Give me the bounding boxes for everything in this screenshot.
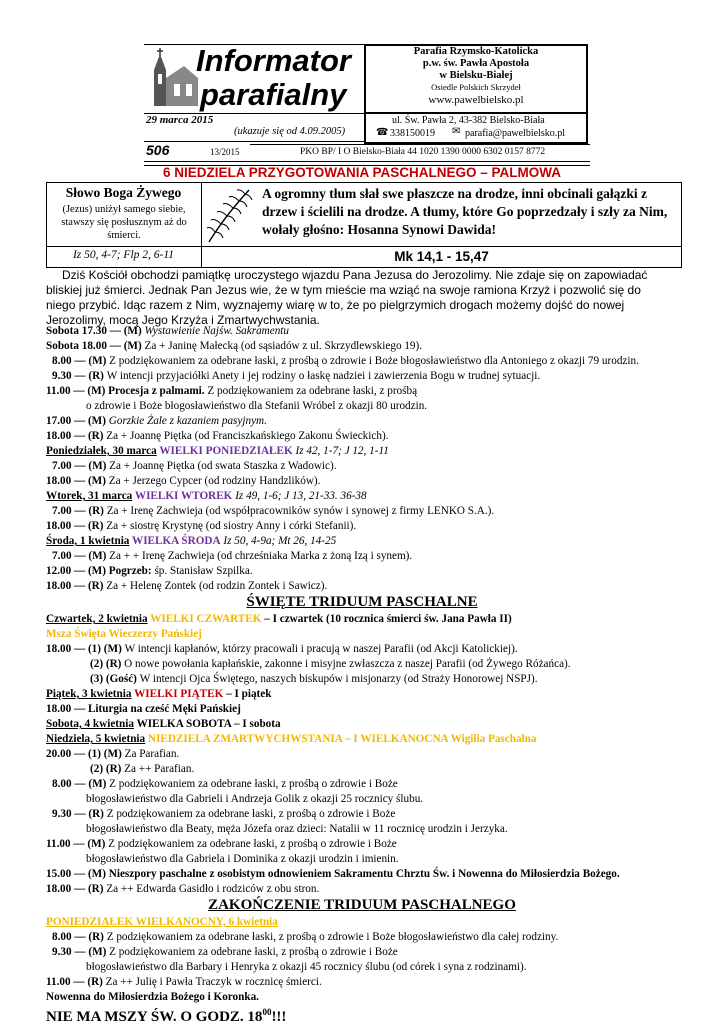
mass-time: 20.00: [46, 748, 72, 760]
day-name: WIELKA SOBOTA – I sobota: [133, 718, 281, 730]
mass-time: 7.00: [52, 550, 72, 562]
email-link[interactable]: parafia@pawelbielsko.pl: [465, 128, 566, 139]
day-line: [46, 612, 684, 627]
mass-line: [46, 672, 684, 687]
mass-intention: O nowe powołania kapłańskie, zakonne i misyjne zwłaszcza z naszej Parafii (od Żywego Różańca).: [124, 658, 571, 670]
mass-time: 18.00: [46, 475, 72, 487]
envelope-icon: ✉: [452, 126, 461, 137]
final-notice-end: !!!: [271, 1009, 287, 1025]
mass-line: [46, 837, 684, 852]
day-line: [46, 489, 684, 504]
issue-number: 506: [146, 142, 170, 158]
mass-intention: Za + + Irenę Zachwieja (od chrześniaka Marka z żoną Izą i synem).: [109, 550, 413, 562]
mass-line: [46, 564, 684, 579]
day-date: Piątek, 3 kwietnia: [46, 688, 132, 700]
mass-time: 8.00: [52, 931, 72, 943]
mass-line: [46, 429, 684, 444]
day-note: – I piątek: [223, 688, 272, 700]
mass-time: 12.00: [46, 565, 72, 577]
issue-date: 29 marca 2015: [146, 114, 214, 126]
bank-rule: [250, 144, 590, 145]
mass-priest: — (R): [71, 520, 107, 532]
day-name: PONIEDZIAŁEK WIELKANOCNY, 6 kwietnia: [46, 916, 278, 928]
word-readings: Iz 50, 4-7; Flp 2, 6-11: [72, 249, 175, 261]
mass-line: [46, 519, 684, 534]
day-name: WIELKI CZWARTEK: [147, 613, 262, 625]
parish-line1: Parafia Rzymsko-Katolicka: [413, 46, 539, 57]
mass-priest: — (R): [71, 808, 107, 820]
day-readings: Iz 49, 1-6; J 13, 21-33. 36-38: [232, 490, 367, 502]
mass-intention: Za + Helenę Zontek (od rodzin Zontek i Sawicz).: [106, 580, 328, 592]
mass-intention: błogosławieństwo dla Gabriela i Dominika z okazji urodzin i imienin.: [86, 853, 399, 865]
mass-priest: — (M): [71, 778, 110, 790]
mass-line: [46, 459, 684, 474]
issue-code: 13/2015: [210, 147, 240, 157]
mass-priest: — (M): [70, 838, 109, 850]
mass-priest: — (R): [71, 505, 107, 517]
mass-intention: W intencji przyjaciółki Anety i jej rodziny o łaskę nadziei i zawierzenia Bogu w trudnej sytuacji.: [106, 370, 541, 382]
day-date: Niedziela, 5 kwietnia: [46, 733, 146, 745]
address: ul. Św. Pawła 2, 43-382 Bielsko-Biała: [392, 115, 545, 126]
day-name: WIELKI PONIEDZIAŁEK: [156, 445, 293, 457]
mass-priest: — (R): [71, 370, 107, 382]
mass-line: [46, 504, 684, 519]
mass-time: 18.00: [46, 520, 72, 532]
palm-branch-icon: [205, 186, 255, 244]
sunday-title: 6 NIEDZIELA PRZYGOTOWANIA PASCHALNEGO – PALMOWA: [162, 165, 562, 180]
issue-since: (ukazuje się od 4.09.2005): [234, 126, 346, 137]
mass-line: [46, 354, 684, 369]
mass-intention: śp. Stanisław Szpilka.: [151, 565, 253, 577]
mass-line: [46, 930, 684, 945]
mass-line: [46, 384, 684, 399]
day-line: [46, 444, 684, 459]
mass-time: 18.00: [46, 643, 72, 655]
mass-intention: Za + Jerzego Cypcer (od rodziny Handzlików).: [108, 475, 321, 487]
mass-heading: 15.00 — (M) Nieszpory paschalne z osobistym odnowieniem Sakramentu Chrztu Św. i Nowenna do Miłosierdzia Bożego.: [46, 868, 620, 880]
day-date: Sobota, 4 kwietnia: [46, 718, 134, 730]
phone-icon: ☎: [376, 127, 389, 138]
mass-line: [46, 975, 684, 990]
mass-line: [46, 822, 684, 837]
final-notice-text: NIE MA MSZY ŚW. O GODZ. 18: [46, 1009, 263, 1025]
mass-intention: W intencji Ojca Świętego, naszych biskupów i misjonarzy (od Straży Honorowej NSPJ).: [139, 673, 538, 685]
word-divider-h: [46, 246, 201, 247]
day-readings: Iz 42, 1-7; J 12, 1-11: [292, 445, 389, 457]
mass-intention: Za ++ Parafian.: [124, 763, 195, 775]
mass-line: [46, 399, 684, 414]
mass-time: 7.00: [52, 460, 72, 472]
day-date: Wtorek, 31 marca: [46, 490, 133, 502]
mass-line: [46, 324, 684, 339]
mass-intention: błogosławieństwo dla Gabrieli i Andrzeja Golik z okazji 25 rocznicy ślubu.: [86, 793, 424, 805]
final-notice: [46, 1003, 286, 1026]
mass-time: 11.00: [46, 838, 71, 850]
day-name: WIELKI WTOREK: [132, 490, 233, 502]
mass-intention: Za + Irenę Zachwieja (od współpracowników synów i synowej z firmy LENKO S.A.).: [106, 505, 495, 517]
mass-time: Sobota 18.00: [46, 340, 107, 352]
mass-intention: błogosławieństwo dla Barbary i Henryka z okazji 45 rocznicy ślubu (od córek i syna z rodzinami).: [86, 961, 527, 973]
mass-line: [46, 945, 684, 960]
mass-heading: 18.00 — Liturgia na cześć Męki Pańskiej: [46, 703, 241, 715]
mass-line: [46, 960, 684, 975]
parish-line3: w Bielsku-Białej: [439, 70, 513, 81]
day-readings: Iz 50, 4-9a; Mt 26, 14-25: [220, 535, 337, 547]
mass-line: [46, 777, 684, 792]
intro-line-1: Dziś Kościół obchodzi pamiątkę uroczystego wjazdu Pana Jezusa do Jerozolimy. Nie zdaje się on zapowiadać: [62, 268, 648, 282]
mass-time: 9.30: [52, 808, 72, 820]
mass-priest: — (M): [106, 340, 145, 352]
mass-line: [46, 627, 684, 642]
mass-line: [46, 747, 684, 762]
gospel-ref: Mk 14,1 - 15,47: [394, 249, 489, 264]
mass-time: 11.00: [46, 385, 71, 397]
mass-line: [46, 579, 684, 594]
mass-line: [46, 474, 684, 489]
church-icon: [144, 48, 202, 110]
parish-line4: Osiedle Polskich Skrzydeł: [431, 82, 521, 92]
mass-priest: — (R): [70, 976, 106, 988]
mass-time: 8.00: [52, 778, 72, 790]
mass-time: 11.00: [46, 976, 71, 988]
mass-heading: Msza Święta Wieczerzy Pańskiej: [46, 628, 202, 640]
mass-intention: Za + Joannę Piętka (od swata Staszka z Wadowic).: [109, 460, 337, 472]
mass-priest: — (R): [71, 430, 107, 442]
mass-line: [46, 882, 684, 897]
word-heading: Słowo Boga Żywego: [65, 185, 182, 200]
day-date: Środa, 1 kwietnia: [46, 535, 130, 547]
mass-intention: Z podziękowaniem za odebrane łaski, z prośbą o zdrowie i Boże: [108, 838, 397, 850]
mass-priest: — (R): [71, 883, 107, 895]
mass-heading: Nowenna do Miłosierdzia Bożego i Koronka.: [46, 991, 259, 1003]
mass-time: 18.00: [46, 580, 72, 592]
final-notice-sup: 00: [262, 1007, 272, 1017]
mass-time: 17.00: [46, 415, 72, 427]
mass-intention: Za ++ Julię i Pawła Traczyk w rocznicę śmierci.: [105, 976, 322, 988]
mass-intention: Gorzkie Żale z kazaniem pasyjnym.: [108, 415, 267, 427]
mass-intention: Z podziękowaniem za odebrane łaski, z prośbą o zdrowie i Boże: [109, 946, 398, 958]
mass-priest: — (1) (M): [71, 643, 125, 655]
mass-line: [46, 867, 684, 882]
mass-priest: (2) (R): [90, 763, 125, 775]
mass-priest: — (M): [71, 475, 109, 487]
triduum-title: ŚWIĘTE TRIDUUM PASCHALNE: [246, 594, 478, 610]
mass-priest: — (M): [106, 325, 145, 337]
day-line: [46, 717, 684, 732]
mass-time: 9.30: [52, 946, 72, 958]
mass-priest: — (R): [71, 931, 107, 943]
mass-line: [46, 657, 684, 672]
title-line2: parafialny: [200, 77, 347, 112]
mass-intention: Z podziękowaniem za odebrane łaski, z prośbą o zdrowie i Boże: [106, 808, 396, 820]
day-name: WIELKI PIĄTEK: [131, 688, 224, 700]
mass-intention: Za + siostrę Krystynę (od siostry Anny i córki Stefanii).: [106, 520, 357, 532]
mass-line: [46, 339, 684, 354]
day-date: Poniedziałek, 30 marca: [46, 445, 157, 457]
mass-intention: o zdrowie i Boże błogosławieństwo dla Stefanii Wróbel z okazji 80 urodzin.: [86, 400, 428, 412]
mass-intention: Za ++ Edwarda Gasidło i rodziców z obu stron.: [106, 883, 320, 895]
day-line: [46, 687, 684, 702]
mass-intention: Z podziękowaniem za odebrane łaski, z prośbą o zdrowie i Boże błogosławieństwo dla całej rodziny.: [106, 931, 559, 943]
mass-priest: — (1) (M): [71, 748, 125, 760]
mass-priest: (2) (R): [90, 658, 125, 670]
phone-number: 338150019: [390, 128, 435, 139]
day-line: [46, 732, 684, 747]
mass-time: 18.00: [46, 430, 72, 442]
mass-intention: W intencji kapłanów, którzy pracowali i pracują w naszej Parafii (od Akcji Katolickiej).: [124, 643, 518, 655]
mass-priest: — (M): [71, 460, 110, 472]
mass-line: [46, 792, 684, 807]
bank-account: PKO BP/ I O Bielsko-Biała 44 1020 1390 0000 6302 0157 8772: [300, 147, 546, 157]
mass-line: [46, 702, 684, 717]
mass-line: [46, 369, 684, 384]
mass-time: 18.00: [46, 883, 72, 895]
mass-time: Sobota 17.30: [46, 325, 107, 337]
mass-line: [46, 642, 684, 657]
header-rule-2: [144, 141, 364, 142]
day-line: [46, 915, 684, 930]
word-quote: A ogromny tłum słał swe płaszcze na drodze, inni obcinali gałązki z drzew i ścielili na drodze. A tłumy, które Go poprzedzały i szły za Nim, wołały głośno: Hosanna Synowi Dawida!: [262, 186, 668, 237]
mass-priest: — (M) Pogrzeb:: [71, 565, 152, 577]
website-link[interactable]: www.pawelbielsko.pl: [428, 94, 524, 106]
mass-time: 9.30: [52, 370, 72, 382]
mass-priest: — (M): [71, 550, 110, 562]
mass-priest: — (R): [71, 580, 107, 592]
mass-intention: Z podziękowaniem za odebrane łaski, z prośbą: [204, 385, 418, 397]
mass-line: [46, 762, 684, 777]
mass-intention: Wystawienie Najśw. Sakramentu: [144, 325, 290, 337]
day-name: WIELKA ŚRODA: [129, 535, 221, 547]
mass-line: [46, 807, 684, 822]
mass-time: 7.00: [52, 505, 72, 517]
day-note: – I czwartek (10 rocznica śmierci św. Jana Pawła II): [261, 613, 512, 625]
mass-priest: — (M): [71, 415, 109, 427]
end-title: ZAKOŃCZENIE TRIDUUM PASCHALNEGO: [208, 897, 516, 913]
mass-intention: Za + Janinę Małecką (od sąsiadów z ul. Skrzydlewskiego 19).: [144, 340, 423, 352]
mass-line: [46, 549, 684, 564]
mass-intention: błogosławieństwo dla Beaty, męża Józefa oraz dzieci: Natalii w 11 rocznicę urodzin i Jerzyka.: [86, 823, 508, 835]
mass-line: [46, 414, 684, 429]
day-line: [46, 534, 684, 549]
mass-priest: — (M) Procesja z palmami.: [70, 385, 205, 397]
intro-line-2: bliskiej już śmierci. Jednak Pan Jezus wie, że w tym mieście ma wziąć na swoje ramiona Krzyż i pozwolić się do: [46, 283, 641, 297]
intro-line-4: Jerozolimy, mocą Jego Krzyża i Zmartwychwstania.: [46, 313, 320, 327]
mass-intention: Z podziękowaniem za odebrane łaski, z prośbą o zdrowie i Boże błogosławieństwo dla Antoniego z okazji 79 urodzin.: [109, 355, 639, 367]
mass-intention: Z podziękowaniem za odebrane łaski, z prośbą o zdrowie i Boże: [109, 778, 398, 790]
intro-line-3: niego przybić. Idąc razem z Nim, wyznajemy wiarę w to, że po pielgrzymich drogach możemy dojść do nowej: [46, 298, 625, 312]
mass-priest: — (M): [71, 355, 110, 367]
mass-intention: Za Parafian.: [124, 748, 180, 760]
mass-time: 8.00: [52, 355, 72, 367]
mass-priest: — (M): [71, 946, 110, 958]
word-sub: (Jezus) uniżył samego siebie, stawszy się posłusznym aż do śmierci.: [61, 204, 187, 241]
word-divider-h2: [201, 246, 682, 247]
title-line1: Informator: [196, 43, 351, 78]
mass-intention: Za + Joannę Piętka (od Franciszkańskiego Zakonu Świeckich).: [106, 430, 389, 442]
parish-line2: p.w. św. Pawła Apostoła: [422, 58, 530, 69]
day-name: NIEDZIELA ZMARTWYCHWSTANIA – I WIELKANOCNA Wigilia Paschalna: [145, 733, 537, 745]
mass-line: [46, 852, 684, 867]
day-date: Czwartek, 2 kwietnia: [46, 613, 148, 625]
mass-priest: (3) (Gość): [90, 673, 140, 685]
